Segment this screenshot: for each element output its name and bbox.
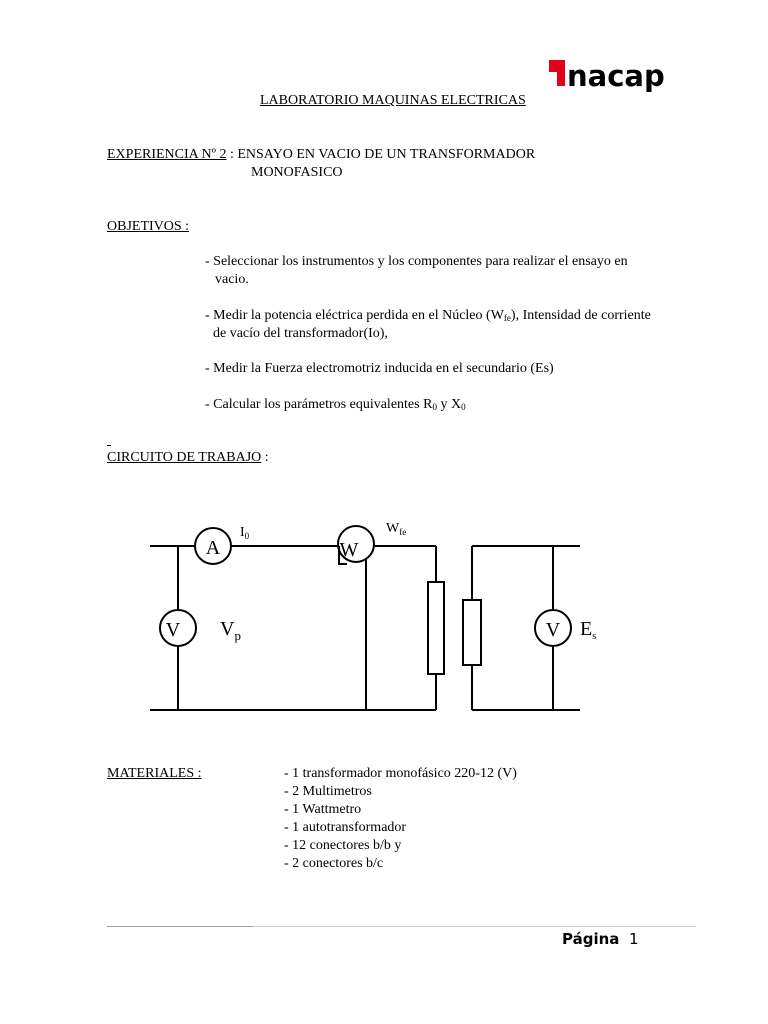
material-item-4: - 1 autotransformador <box>284 820 407 835</box>
circuit-heading: CIRCUITO DE TRABAJO <box>107 450 262 465</box>
objective-2-line-1 <box>205 307 651 327</box>
objective-3: - Medir la Fuerza electromotriz inducida en el secundario (Es) <box>205 361 554 376</box>
page-indicator <box>562 930 639 948</box>
primary-winding <box>428 582 444 674</box>
logo-red-stem <box>557 62 565 86</box>
power-label-sub: fe <box>399 527 407 537</box>
vp-label-main: V <box>220 618 235 640</box>
secondary-winding <box>463 600 481 665</box>
circuit-heading-sep: : <box>261 450 269 465</box>
footer-rule-accent <box>107 926 253 927</box>
voltmeter-primary-label: V <box>165 619 181 641</box>
objective-4-sub-1: 0 <box>432 402 437 412</box>
es-label-sub: s <box>592 631 597 642</box>
experience-line <box>107 146 535 164</box>
circuit-heading-line <box>107 449 269 467</box>
page-number: 1 <box>628 930 639 948</box>
objective-2-text-b: ), Intensidad de corriente <box>510 308 651 323</box>
objective-2-text-a: - Medir la potencia eléctrica perdida en el Núcleo (W <box>205 308 504 323</box>
voltmeter-secondary-label: V <box>545 619 561 641</box>
objective-1-line-1: - Seleccionar los instrumentos y los componentes para realizar el ensayo en <box>205 254 628 269</box>
objective-4 <box>205 396 466 416</box>
es-label-main: E <box>580 618 593 640</box>
objective-2-line-2: de vacío del transformador(Io), <box>213 326 388 341</box>
experience-title-1: ENSAYO EN VACIO DE UN TRANSFORMADOR <box>233 147 536 162</box>
objective-4-sub-2: 0 <box>461 402 466 412</box>
experience-title-2: MONOFASICO <box>251 165 343 180</box>
wattmeter-label: W <box>339 539 359 561</box>
current-label <box>240 525 250 541</box>
power-label-main: W <box>386 521 400 536</box>
material-item-3: - 1 Wattmetro <box>284 802 362 817</box>
current-label-sub: 0 <box>244 531 250 541</box>
objective-1-line-2: vacio. <box>215 272 249 287</box>
current-label-main: I <box>240 525 245 540</box>
page-label: Página <box>562 930 620 948</box>
objective-4-text-b: y X <box>436 397 462 412</box>
material-item-5: - 12 conectores b/b y <box>284 838 402 853</box>
material-item-1: - 1 transformador monofásico 220-12 (V) <box>284 766 517 781</box>
experience-sep: : <box>226 147 234 162</box>
objectives-heading: OBJETIVOS : <box>107 219 190 234</box>
nacap-logo <box>549 56 693 92</box>
underline-mark <box>107 445 111 446</box>
objective-4-text-a: - Calcular los parámetros equivalentes R <box>205 397 433 412</box>
es-label <box>580 618 596 642</box>
material-item-2: - 2 Multimetros <box>284 784 372 799</box>
materials-heading: MATERIALES : <box>107 766 202 781</box>
material-item-6: - 2 conectores b/c <box>284 856 384 871</box>
vp-label <box>220 618 241 643</box>
vp-label-sub: p <box>234 628 241 643</box>
experience-label: EXPERIENCIA Nº 2 <box>107 147 227 162</box>
logo-text: nacap <box>567 59 665 92</box>
ammeter-label: A <box>205 537 221 559</box>
circuit-diagram <box>140 510 597 725</box>
power-label <box>386 521 406 537</box>
lab-title: LABORATORIO MAQUINAS ELECTRICAS <box>260 93 526 108</box>
objective-2-sub: fe <box>503 313 511 323</box>
